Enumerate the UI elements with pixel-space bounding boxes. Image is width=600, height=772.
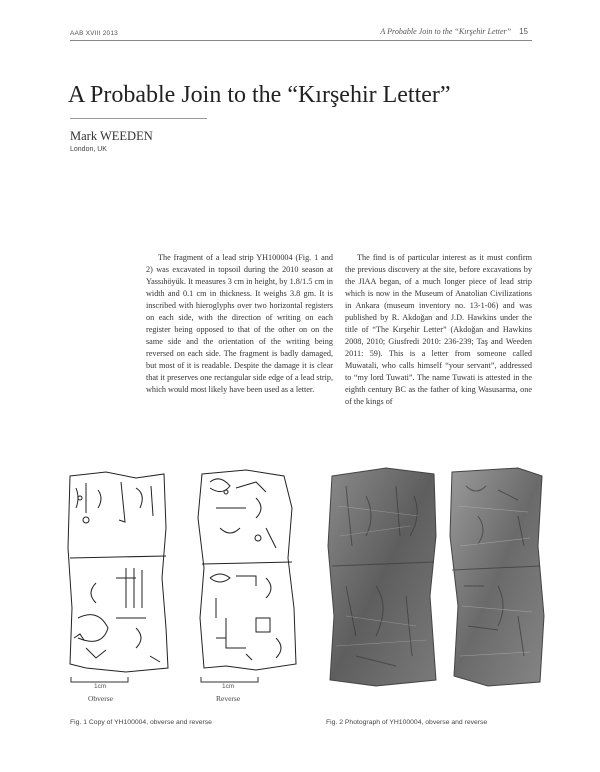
reverse-drawing <box>196 468 300 676</box>
obverse-drawing <box>66 468 172 676</box>
running-title: A Probable Join to the “Kırşehir Letter” <box>380 27 512 36</box>
scale-label-reverse: 1cm <box>222 683 235 690</box>
author-name: Mark WEEDEN <box>70 129 153 143</box>
obverse-label: Obverse <box>88 694 113 703</box>
scale-label-obverse: 1cm <box>94 683 107 690</box>
author-affiliation: London, UK <box>70 146 107 153</box>
article-title: A Probable Join to the “Kırşehir Letter” <box>68 82 451 108</box>
obverse-photograph <box>326 466 440 688</box>
journal-header: AAB XVIII 2013 <box>70 30 118 37</box>
title-rule <box>70 118 207 119</box>
paragraph-2: The find is of particular interest as it must confirm the previous discovery at the site, before excavations by the JIAA began, of a much longer piece of lead strip which is now in the Museum of Anatolian Civilizations in Ankara (museum inventory no. 13-1-06) and was published by R. Akdoğan and J.D. Hawkins under the title of “The Kırşehir Letter” (Akdoğan and Hawkins 2008, 2010; Giusfredi 2010: 236-239; Taş and Weeden 2011: 59). This is a letter from someone called Muwatali, who calls himself “your servant”, addressed to “my lord Tuwati”. The name Tuwati is attested in the eighth century BC as the father of king Wasusarma, one of the kings of <box>345 253 532 406</box>
paragraph-1: The fragment of a lead strip YH100004 (Fig. 1 and 2) was excavated in topsoil during the 2010 season at Yassıhöyük. It measures 3 cm in height, by 1.8/1.5 cm in width and 0.1 cm in thickness. It weighs 3.8 gm. It is inscribed with hieroglyphs over two horizontal registers on each side, with the direction of writing on each register being opposed to that of the other on on the same side and the orientation of the writing being reversed on each side. The fragment is badly damaged, but most of it is readable. Despite the damage it is clear that it preserves one rectangular side edge of a lead strip, which would most likely have been used as a letter. <box>146 253 333 394</box>
body-column-1 <box>146 252 333 396</box>
page-number: 15 <box>519 27 528 36</box>
reverse-label: Reverse <box>216 694 241 703</box>
reverse-photograph <box>448 466 548 688</box>
figure-1-caption: Fig. 1 Copy of YH100004, obverse and reverse <box>70 719 212 726</box>
header-rule <box>70 40 532 41</box>
body-column-2 <box>345 252 532 408</box>
figure-2-caption: Fig. 2 Photograph of YH100004, obverse and reverse <box>326 719 488 726</box>
running-header <box>380 27 528 36</box>
